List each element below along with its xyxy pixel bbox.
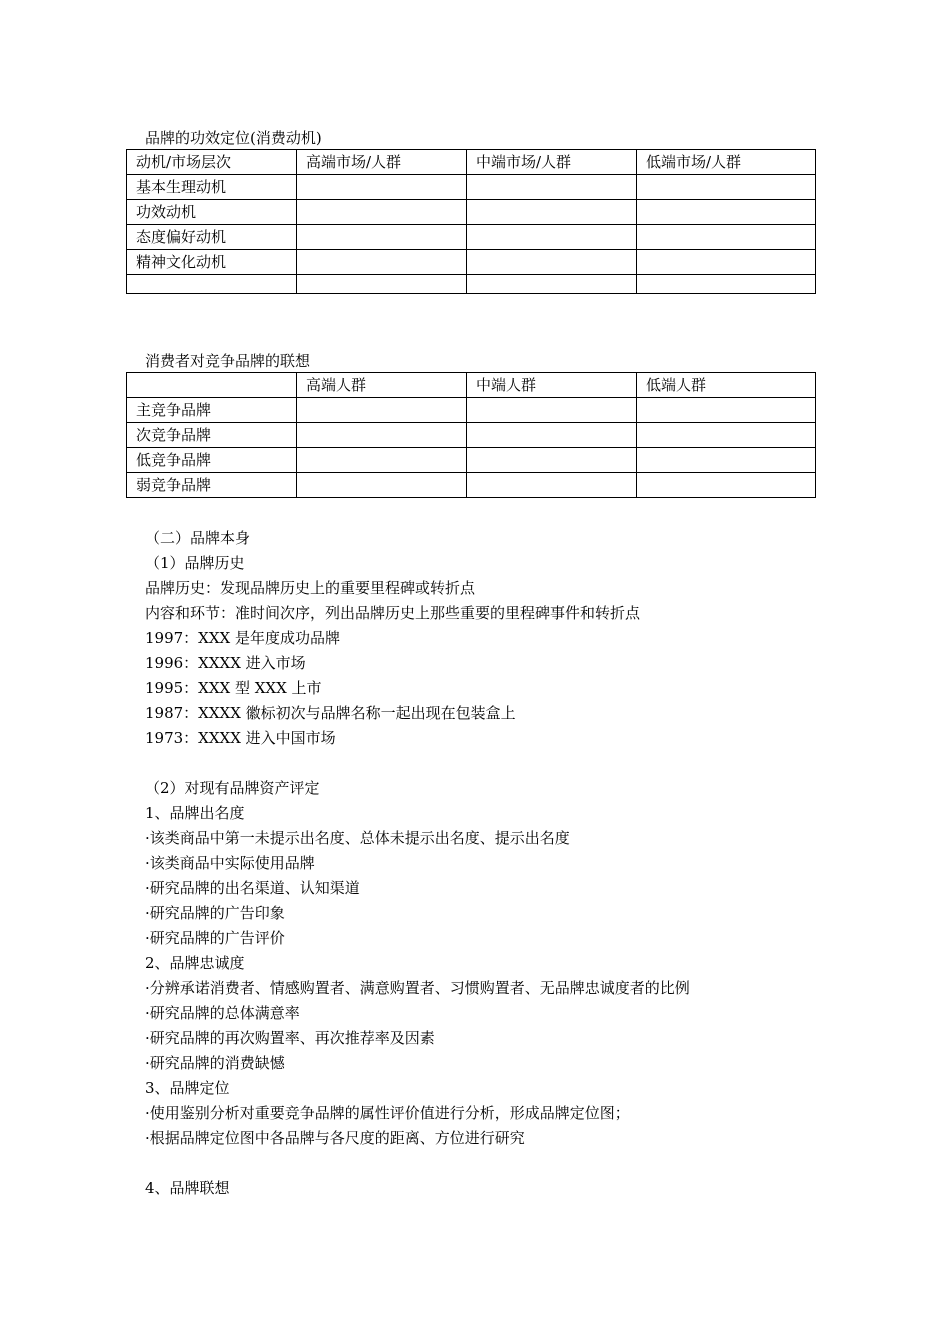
table-cell [297,225,467,250]
brand-efficacy-table [126,149,816,294]
text-line: ·研究品牌的消费缺憾 [145,1054,285,1072]
text-line: 内容和环节：准时间次序，列出品牌历史上那些重要的里程碑事件和转折点 [145,604,641,622]
table-row [127,423,816,448]
table-cell [637,473,816,498]
header-cell: 高端人群 [297,373,467,398]
table-cell [297,423,467,448]
text-line: 1、品牌出名度 [145,804,245,822]
header-cell: 低端市场/人群 [637,150,816,175]
table2-caption: 消费者对竞争品牌的联想 [145,352,311,370]
table-cell [467,250,637,275]
row-label: 低竞争品牌 [127,448,297,473]
table-cell [297,200,467,225]
row-label: 主竞争品牌 [127,398,297,423]
table-cell [467,448,637,473]
text-line [145,1151,825,1176]
header-cell [127,373,297,398]
table-cell [297,398,467,423]
table-cell [297,448,467,473]
table-row [127,200,816,225]
text-line: ·根据品牌定位图中各品牌与各尺度的距离、方位进行研究 [145,1129,525,1147]
row-label: 基本生理动机 [127,175,297,200]
text-line: （1）品牌历史 [145,554,245,572]
text-line: ·研究品牌的出名渠道、认知渠道 [145,879,360,897]
text-line [145,751,825,776]
text-line: ·研究品牌的广告印象 [145,904,285,922]
text-line: ·研究品牌的再次购置率、再次推荐率及因素 [145,1029,435,1047]
table-cell [127,275,297,294]
competitor-association-table [126,372,816,498]
table-row [127,448,816,473]
text-line: 1996：XXXX 进入市场 [145,654,306,672]
table-header-row [127,373,816,398]
table-row [127,250,816,275]
text-line: ·该类商品中第一未提示出名度、总体未提示出名度、提示出名度 [145,829,570,847]
header-cell: 中端人群 [467,373,637,398]
table-row [127,275,816,294]
table-cell [467,473,637,498]
table-cell [297,473,467,498]
header-cell: 低端人群 [637,373,816,398]
table-cell [637,175,816,200]
table-cell [637,200,816,225]
text-line: 4、品牌联想 [145,1179,230,1197]
table-cell [297,250,467,275]
table-cell [467,175,637,200]
table-cell [637,423,816,448]
table-cell [637,448,816,473]
header-cell: 高端市场/人群 [297,150,467,175]
table-row [127,398,816,423]
header-cell: 中端市场/人群 [467,150,637,175]
text-line: （二）品牌本身 [145,529,251,547]
table-cell [637,275,816,294]
row-label: 精神文化动机 [127,250,297,275]
header-cell: 动机/市场层次 [127,150,297,175]
text-line: 2、品牌忠诚度 [145,954,245,972]
text-line: ·分辨承诺消费者、情感购置者、满意购置者、习惯购置者、无品牌忠诚度者的比例 [145,979,690,997]
table-row [127,175,816,200]
text-line: ·研究品牌的广告评价 [145,929,285,947]
text-line: （2）对现有品牌资产评定 [145,779,320,797]
table-cell [297,275,467,294]
row-label: 弱竞争品牌 [127,473,297,498]
text-line: 1987：XXXX 徽标初次与品牌名称一起出现在包装盒上 [145,704,516,722]
text-line: ·使用鉴别分析对重要竞争品牌的属性评价值进行分析，形成品牌定位图； [145,1104,630,1122]
table-cell [467,398,637,423]
table-cell [297,175,467,200]
table-header-row [127,150,816,175]
row-label: 功效动机 [127,200,297,225]
body-text [145,526,825,1201]
text-line: ·该类商品中实际使用品牌 [145,854,315,872]
table-cell [467,275,637,294]
table-cell [637,250,816,275]
table1-caption: 品牌的功效定位(消费动机) [145,129,322,147]
text-line: 3、品牌定位 [145,1079,230,1097]
text-line: 品牌历史：发现品牌历史上的重要里程碑或转折点 [145,579,476,597]
row-label: 态度偏好动机 [127,225,297,250]
text-line: 1973：XXXX 进入中国市场 [145,729,336,747]
row-label: 次竞争品牌 [127,423,297,448]
table-row [127,473,816,498]
text-line: 1997：XXX 是年度成功品牌 [145,629,340,647]
table-cell [637,225,816,250]
text-line: ·研究品牌的总体满意率 [145,1004,300,1022]
table-cell [637,398,816,423]
table-cell [467,225,637,250]
table-cell [467,423,637,448]
text-line: 1995：XXX 型 XXX 上市 [145,679,322,697]
table-row [127,225,816,250]
table-cell [467,200,637,225]
